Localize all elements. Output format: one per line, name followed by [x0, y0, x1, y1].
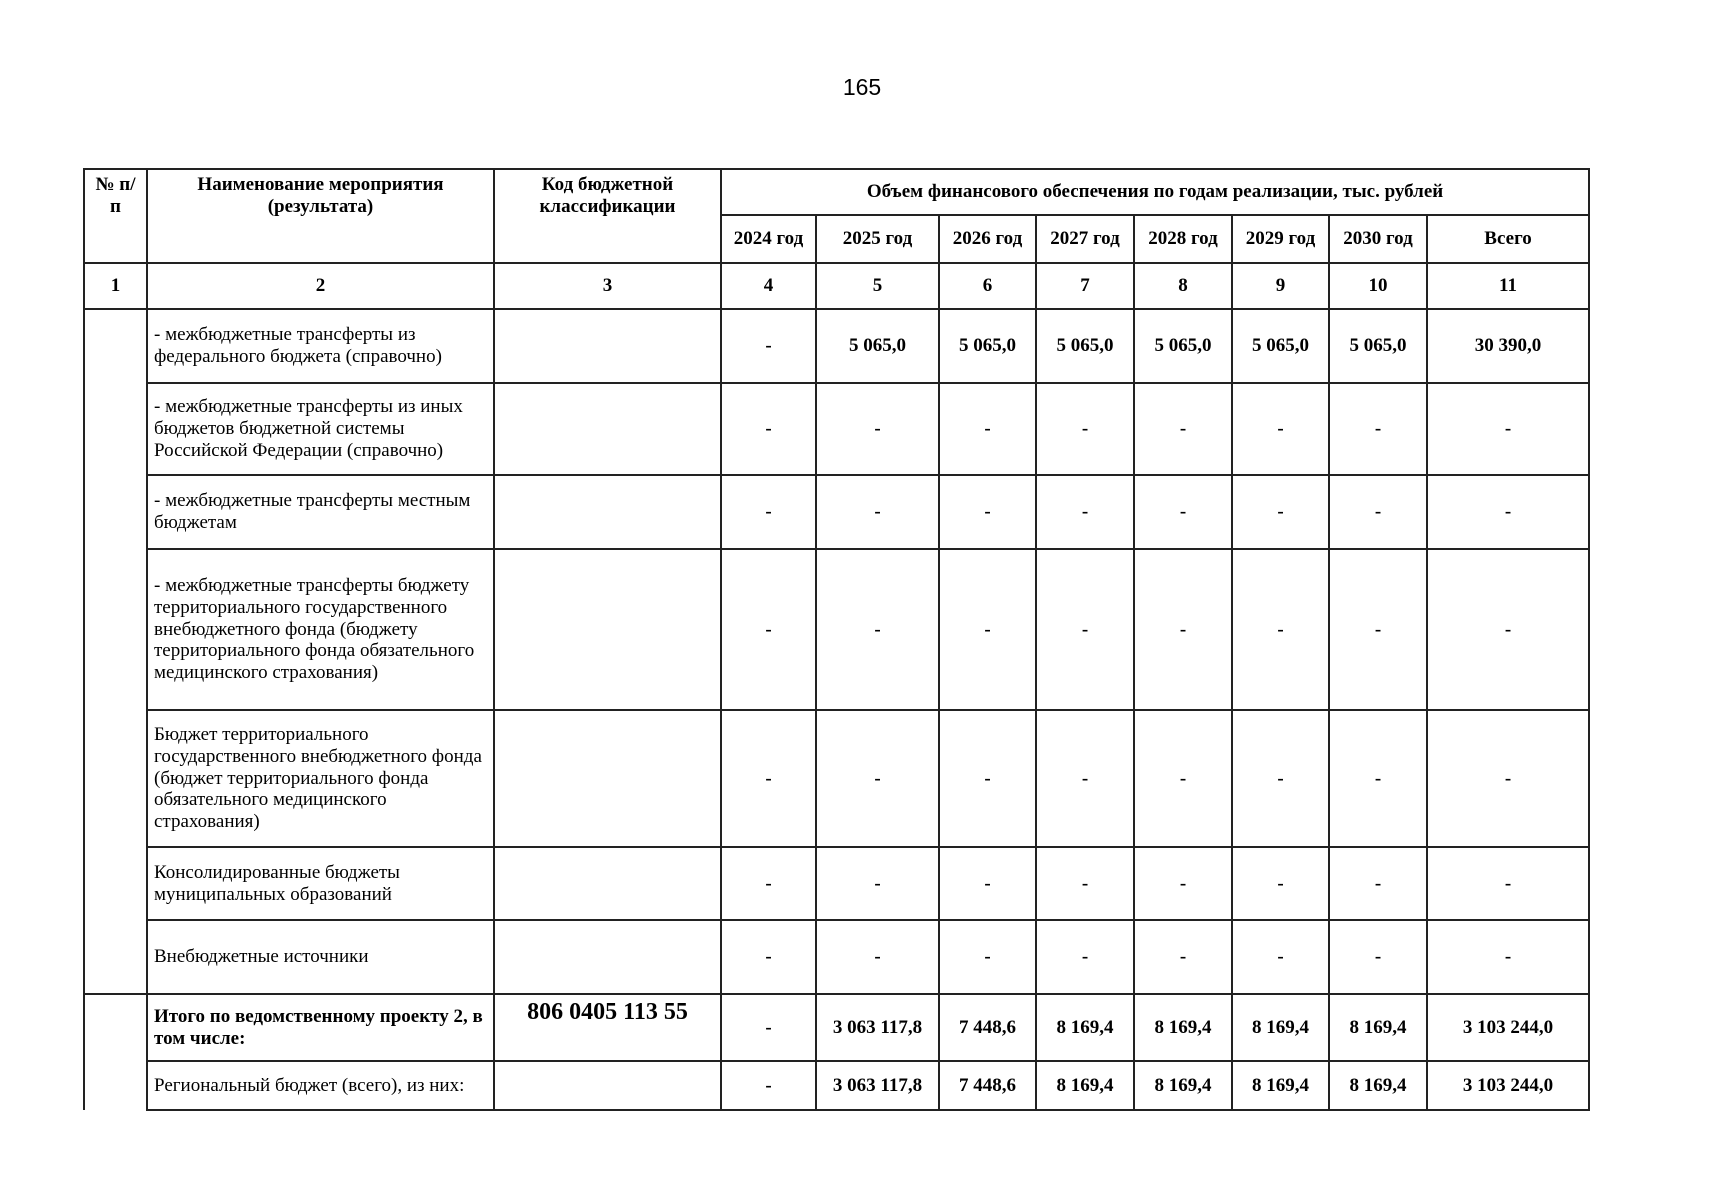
row-code: [494, 475, 721, 549]
value-cell: -: [1036, 920, 1134, 994]
value-cell: 7 448,6: [939, 994, 1036, 1061]
value-cell: 3 063 117,8: [816, 1061, 939, 1110]
value-cell: -: [721, 383, 816, 475]
npp-cell: [84, 994, 147, 1110]
header-total: Всего: [1427, 215, 1589, 263]
value-cell: -: [721, 920, 816, 994]
value-cell: -: [816, 920, 939, 994]
value-cell: -: [1232, 549, 1329, 710]
value-cell: -: [1134, 847, 1232, 920]
row-code: [494, 309, 721, 383]
value-cell: 8 169,4: [1036, 1061, 1134, 1110]
value-cell: 8 169,4: [1329, 1061, 1427, 1110]
value-cell: -: [1232, 475, 1329, 549]
value-cell: 8 169,4: [1134, 1061, 1232, 1110]
header-npp: № п/п: [84, 169, 147, 263]
value-cell: -: [816, 383, 939, 475]
header-year-2029: 2029 год: [1232, 215, 1329, 263]
row-name: Внебюджетные источники: [147, 920, 494, 994]
row-code: [494, 1061, 721, 1110]
value-cell: -: [1329, 710, 1427, 847]
table-row: [84, 920, 1589, 994]
header-code: Код бюджетной классификации: [494, 169, 721, 263]
value-cell: -: [1329, 847, 1427, 920]
value-cell: -: [721, 847, 816, 920]
row-code: [494, 847, 721, 920]
value-cell: -: [1427, 920, 1589, 994]
value-cell: 8 169,4: [1036, 994, 1134, 1061]
value-cell: -: [939, 847, 1036, 920]
npp-cell: [84, 309, 147, 994]
column-number: 8: [1134, 263, 1232, 309]
value-cell: -: [1134, 920, 1232, 994]
value-cell: 3 103 244,0: [1427, 1061, 1589, 1110]
header-year-2026: 2026 год: [939, 215, 1036, 263]
header-name: Наименование мероприятия (результата): [147, 169, 494, 263]
value-cell: 8 169,4: [1134, 994, 1232, 1061]
table-row: [84, 710, 1589, 847]
value-cell: -: [939, 549, 1036, 710]
column-numbers-row: [84, 263, 1589, 309]
row-name: - межбюджетные трансферты бюджету территориального государственного внебюджетного фонда (бюджету территориального фонда обязательного медицинского страхования): [147, 549, 494, 710]
budget-table: [83, 168, 1590, 1111]
value-cell: -: [1036, 383, 1134, 475]
value-cell: -: [1134, 710, 1232, 847]
value-cell: 8 169,4: [1232, 994, 1329, 1061]
column-number: 5: [816, 263, 939, 309]
header-year-2025: 2025 год: [816, 215, 939, 263]
row-name: Итого по ведомственному проекту 2, в том числе:: [147, 994, 494, 1061]
table-row: [84, 383, 1589, 475]
value-cell: -: [816, 710, 939, 847]
column-number: 1: [84, 263, 147, 309]
value-cell: -: [1329, 383, 1427, 475]
value-cell: -: [1134, 383, 1232, 475]
value-cell: 30 390,0: [1427, 309, 1589, 383]
column-number: 6: [939, 263, 1036, 309]
row-name: - межбюджетные трансферты из иных бюджетов бюджетной системы Российской Федерации (справочно): [147, 383, 494, 475]
header-year-2030: 2030 год: [1329, 215, 1427, 263]
row-name: Бюджет территориального государственного внебюджетного фонда (бюджет территориального фонда обязательного медицинского страхования): [147, 710, 494, 847]
value-cell: 5 065,0: [1134, 309, 1232, 383]
table-row: [84, 994, 1589, 1061]
table-row: [84, 309, 1589, 383]
table-row: [84, 1061, 1589, 1110]
column-number: 4: [721, 263, 816, 309]
header-year-2028: 2028 год: [1134, 215, 1232, 263]
value-cell: -: [816, 475, 939, 549]
column-number: 11: [1427, 263, 1589, 309]
value-cell: 8 169,4: [1329, 994, 1427, 1061]
header-volume: Объем финансового обеспечения по годам реализации, тыс. рублей: [721, 169, 1589, 215]
row-code: [494, 549, 721, 710]
value-cell: -: [1232, 710, 1329, 847]
value-cell: -: [939, 710, 1036, 847]
value-cell: -: [721, 710, 816, 847]
value-cell: -: [1036, 710, 1134, 847]
value-cell: 5 065,0: [1232, 309, 1329, 383]
column-number: 10: [1329, 263, 1427, 309]
row-name: - межбюджетные трансферты местным бюджетам: [147, 475, 494, 549]
row-code: 806 0405 113 55: [494, 994, 721, 1061]
value-cell: 3 063 117,8: [816, 994, 939, 1061]
column-number: 9: [1232, 263, 1329, 309]
value-cell: -: [1134, 475, 1232, 549]
value-cell: -: [1134, 549, 1232, 710]
table-row: [84, 549, 1589, 710]
value-cell: 5 065,0: [1329, 309, 1427, 383]
row-code: [494, 710, 721, 847]
row-code: [494, 383, 721, 475]
row-name: Консолидированные бюджеты муниципальных образований: [147, 847, 494, 920]
value-cell: -: [816, 847, 939, 920]
value-cell: -: [1427, 847, 1589, 920]
value-cell: -: [1329, 920, 1427, 994]
value-cell: -: [939, 383, 1036, 475]
value-cell: -: [1329, 549, 1427, 710]
value-cell: -: [816, 549, 939, 710]
value-cell: -: [1427, 475, 1589, 549]
value-cell: 7 448,6: [939, 1061, 1036, 1110]
row-name: Региональный бюджет (всего), из них:: [147, 1061, 494, 1110]
table-row: [84, 847, 1589, 920]
value-cell: -: [939, 920, 1036, 994]
value-cell: -: [1427, 710, 1589, 847]
value-cell: 5 065,0: [1036, 309, 1134, 383]
row-name: - межбюджетные трансферты из федерального бюджета (справочно): [147, 309, 494, 383]
value-cell: -: [1232, 847, 1329, 920]
value-cell: -: [721, 309, 816, 383]
value-cell: -: [721, 475, 816, 549]
header-year-2027: 2027 год: [1036, 215, 1134, 263]
value-cell: -: [1427, 549, 1589, 710]
value-cell: -: [721, 1061, 816, 1110]
value-cell: -: [721, 549, 816, 710]
column-number: 3: [494, 263, 721, 309]
value-cell: 3 103 244,0: [1427, 994, 1589, 1061]
column-number: 7: [1036, 263, 1134, 309]
value-cell: -: [1232, 383, 1329, 475]
page-number: 165: [842, 74, 882, 100]
table-row: [84, 475, 1589, 549]
value-cell: -: [1036, 549, 1134, 710]
value-cell: 8 169,4: [1232, 1061, 1329, 1110]
value-cell: -: [1036, 475, 1134, 549]
value-cell: -: [1036, 847, 1134, 920]
value-cell: -: [939, 475, 1036, 549]
value-cell: -: [1427, 383, 1589, 475]
header-year-2024: 2024 год: [721, 215, 816, 263]
value-cell: -: [721, 994, 816, 1061]
value-cell: -: [1232, 920, 1329, 994]
value-cell: -: [1329, 475, 1427, 549]
row-code: [494, 920, 721, 994]
column-number: 2: [147, 263, 494, 309]
value-cell: 5 065,0: [939, 309, 1036, 383]
value-cell: 5 065,0: [816, 309, 939, 383]
